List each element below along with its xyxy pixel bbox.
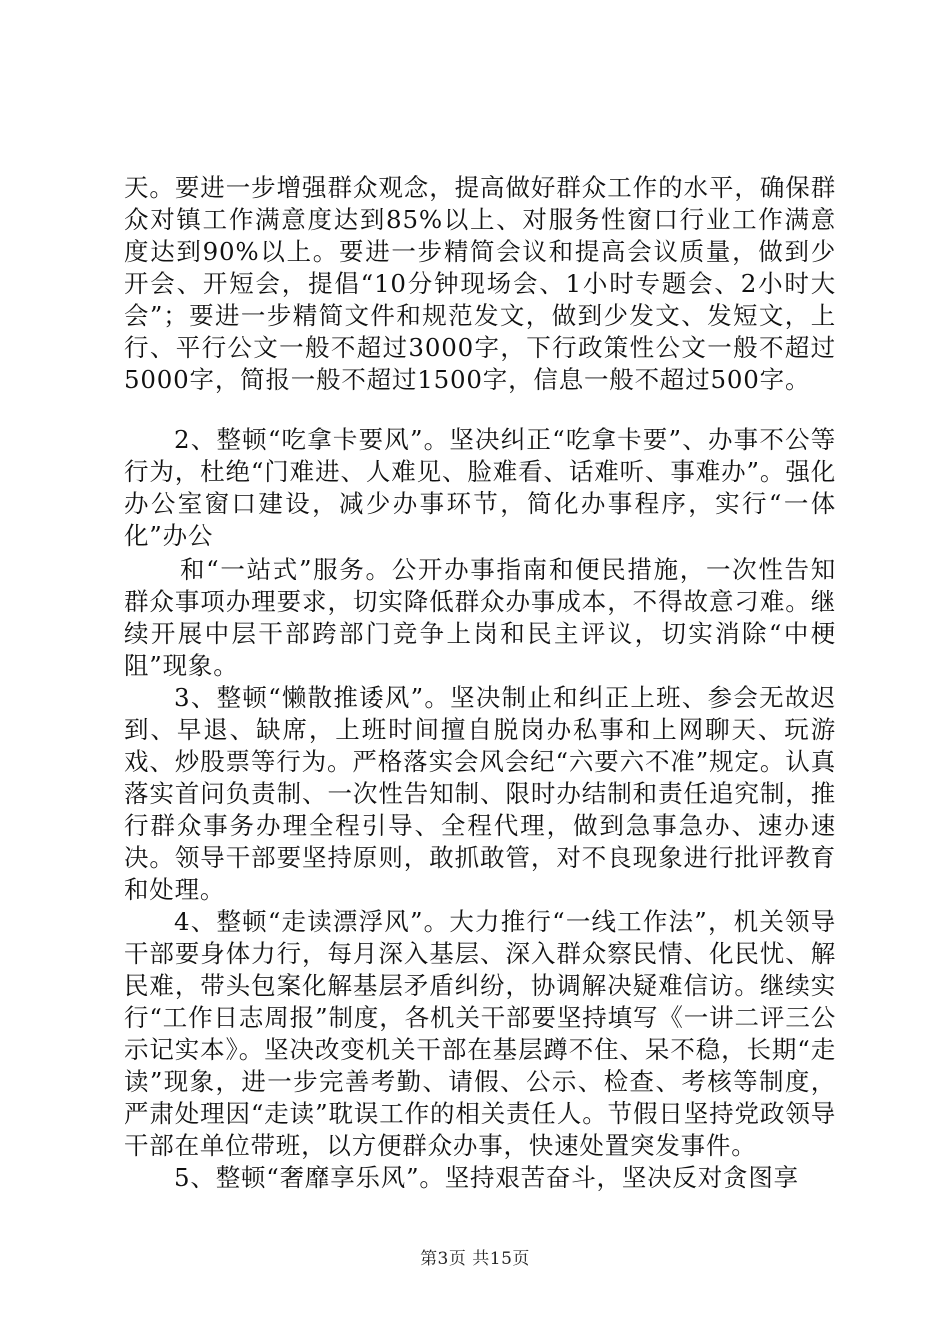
page-footer [0, 1244, 950, 1269]
paragraph-item-3: 3、整顿“懒散推诿风”。坚决制止和纠正上班、参会无故迟到、早退、缺席，上班时间擅自脱岗办私事和上网聊天、玩游戏、炒股票等行为。严格落实会风会纪“六要六不准”规定。认真落实首问负责制、一次性告知制、限时办结制和责任追究制，推行群众事务办理全程引导、全程代理，做到急事急办、速办速决。领导干部要坚持原则，敢抓敢管，对不良现象进行批评教育和处理。 [124, 683, 836, 904]
paragraph-continuation: 天。要进一步增强群众观念，提高做好群众工作的水平，确保群众对镇工作满意度达到85%以上、对服务性窗口行业工作满意度达到90%以上。要进一步精简会议和提高会议质量，做到少开会、开短会，提倡“10分钟现场会、1小时专题会、2小时大会”；要进一步精简文件和规范发文，做到少发文、发短文，上行、平行公文一般不超过3000字，下行政策性公文一般不超过5000字，简报一般不超过1500字，信息一般不超过500字。 [124, 173, 837, 394]
paragraph-item-5: 5、整顿“奢靡享乐风”。坚持艰苦奋斗，坚决反对贪图享 [174, 1163, 799, 1192]
document-body [124, 172, 836, 1194]
paragraph-item-2: 2、整顿“吃拿卡要风”。坚决纠正“吃拿卡要”、办事不公等行为，杜绝“门难进、人难见、脸难看、话难听、事难办”。强化办公室窗口建设，减少办事环节，简化办事程序，实行“一体化”办公 [124, 425, 836, 550]
paragraph-item-4: 4、整顿“走读漂浮风”。大力推行“一线工作法”，机关领导干部要身体力行，每月深入基层、深入群众察民情、化民忧、解民难，带头包案化解基层矛盾纠纷，协调解决疑难信访。继续实行“工作日志周报”制度，各机关干部要坚持填写《一讲二评三公示记实本》。坚决改变机关干部在基层蹲不住、呆不稳，长期“走读”现象，进一步完善考勤、请假、公示、检查、考核等制度，严肃处理因“走读”耽误工作的相关责任人。节假日坚持党政领导干部在单位带班，以方便群众办事，快速处置突发事件。 [124, 907, 837, 1160]
paragraph-item-2-continued: 和“一站式”服务。公开办事指南和便民措施，一次性告知群众事项办理要求，切实降低群众办事成本，不得故意刁难。继续开展中层干部跨部门竞争上岗和民主评议，切实消除“中梗阻”现象。 [124, 555, 836, 680]
page-number: 第3页 共15页 [420, 1249, 530, 1269]
